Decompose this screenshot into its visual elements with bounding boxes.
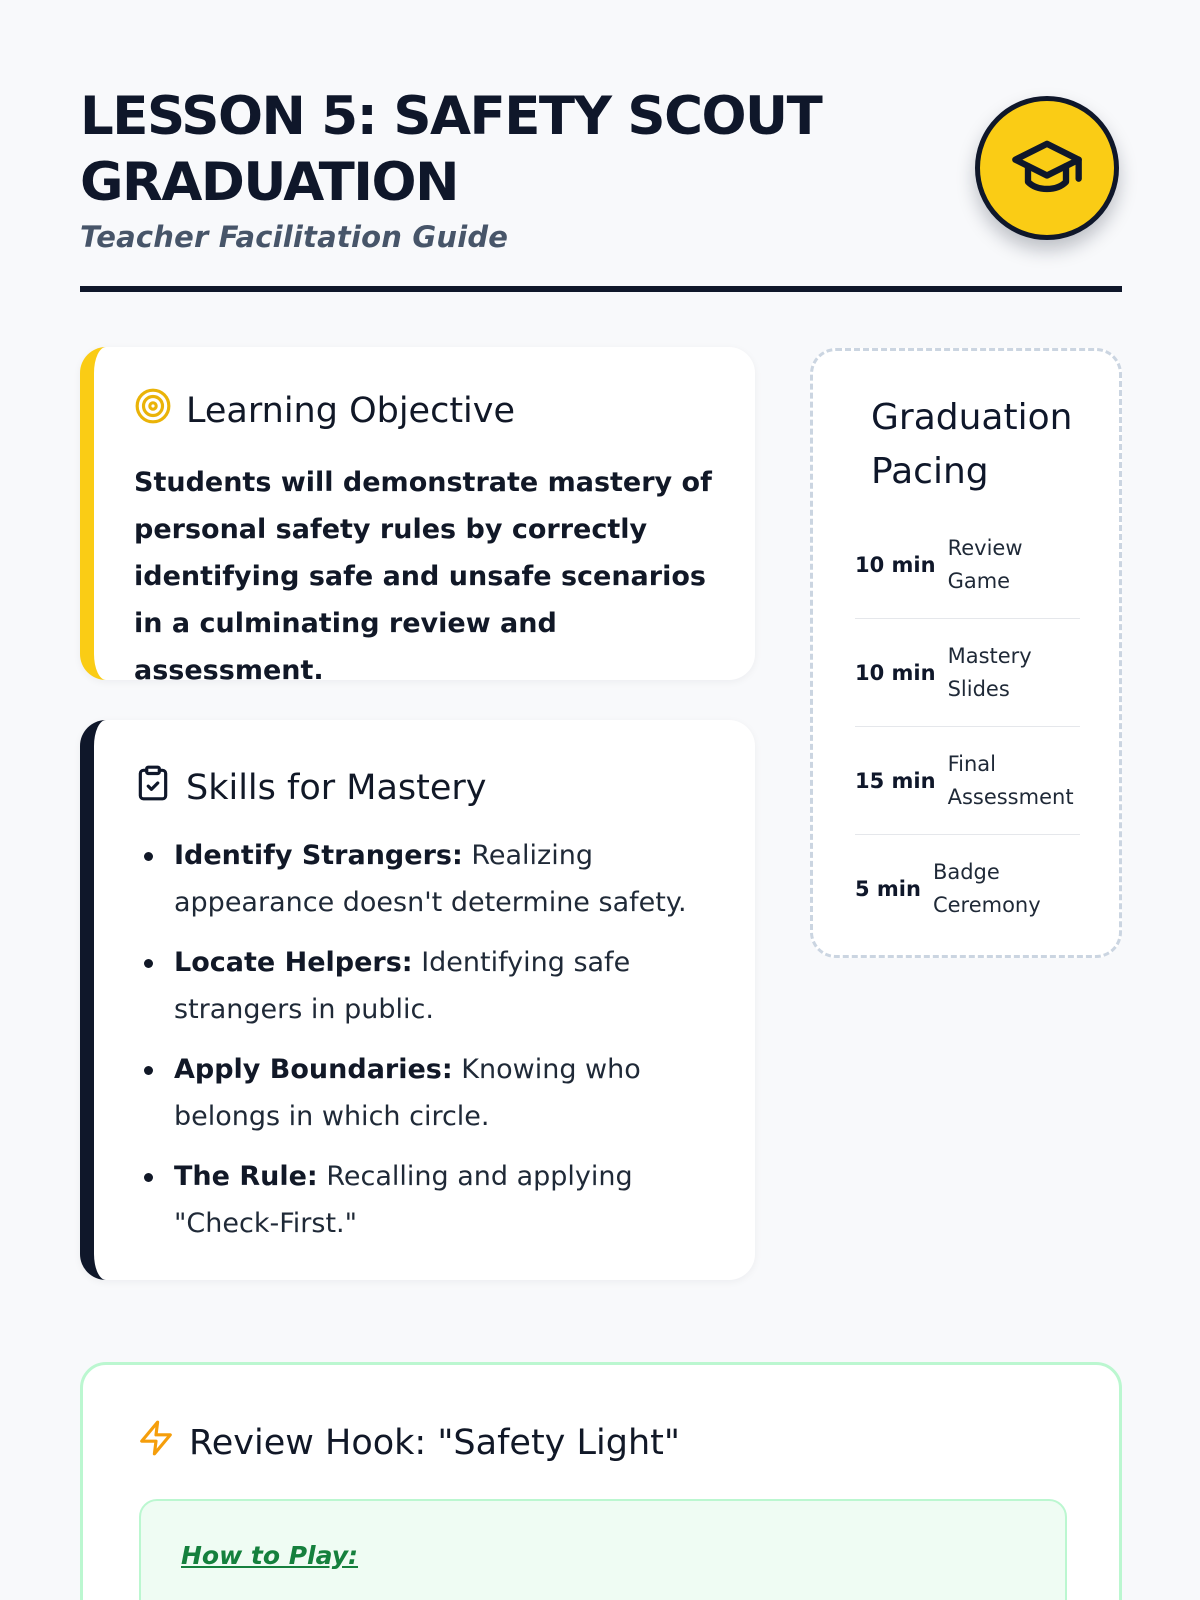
skill-term: Identify Strangers: [174, 840, 463, 871]
pacing-duration: 10 min [855, 660, 936, 685]
list-item [134, 939, 724, 1033]
pacing-card [810, 348, 1122, 958]
pacing-row [855, 727, 1080, 835]
pacing-activity: Final Assessment [947, 751, 1074, 809]
pacing-title: Graduation Pacing [871, 397, 1073, 492]
review-hook-heading [137, 1419, 680, 1466]
skill-term: The Rule: [174, 1161, 318, 1192]
learning-objective-heading [134, 387, 515, 434]
list-item [134, 832, 724, 926]
target-icon [134, 387, 172, 434]
header-divider [80, 286, 1122, 292]
skill-term: Locate Helpers: [174, 947, 413, 978]
pacing-duration: 10 min [855, 552, 936, 577]
how-to-play-label: How to Play: [181, 1541, 359, 1570]
page-title: LESSON 5: SAFETY SCOUT GRADUATION [80, 86, 822, 213]
lightning-icon [137, 1419, 175, 1466]
pacing-row [855, 835, 1080, 943]
skill-description: Knowing who belongs in which circle. [174, 1054, 641, 1132]
graduation-badge [975, 96, 1119, 240]
learning-objective-card [80, 347, 755, 686]
skill-description: Recalling and applying "Check-First." [174, 1161, 633, 1239]
list-item [134, 1153, 724, 1247]
pacing-row [855, 511, 1080, 619]
skill-description: Identifying safe strangers in public. [174, 947, 631, 1025]
how-to-play-box [139, 1499, 1067, 1600]
page-subtitle: Teacher Facilitation Guide [80, 220, 509, 254]
clipboard-check-icon [134, 764, 172, 811]
review-hook-card [80, 1362, 1122, 1600]
list-item [134, 1046, 724, 1140]
pacing-activity: Review Game [947, 535, 1023, 593]
graduation-cap-icon [1009, 128, 1085, 208]
learning-objective-text: Students will demonstrate mastery of personal safety rules by correctly identifying safe and unsafe scenarios in a culminating review and assessment. [134, 467, 712, 686]
skill-term: Apply Boundaries: [174, 1054, 453, 1085]
pacing-activity: Mastery Slides [947, 643, 1032, 701]
skills-list [134, 832, 724, 1260]
pacing-activity: Badge Ceremony [932, 860, 1041, 917]
skills-card [80, 720, 755, 1280]
learning-objective-title: Learning Objective [186, 390, 516, 431]
review-hook-title: Review Hook: "Safety Light" [189, 1422, 680, 1463]
skill-description: Realizing appearance doesn't determine safety. [174, 840, 687, 918]
skills-heading [134, 764, 487, 811]
skills-title: Skills for Mastery [186, 767, 487, 808]
page-header [80, 84, 1122, 254]
pacing-duration: 5 min [855, 877, 921, 901]
pacing-duration: 15 min [855, 768, 936, 793]
pacing-row [855, 619, 1080, 727]
